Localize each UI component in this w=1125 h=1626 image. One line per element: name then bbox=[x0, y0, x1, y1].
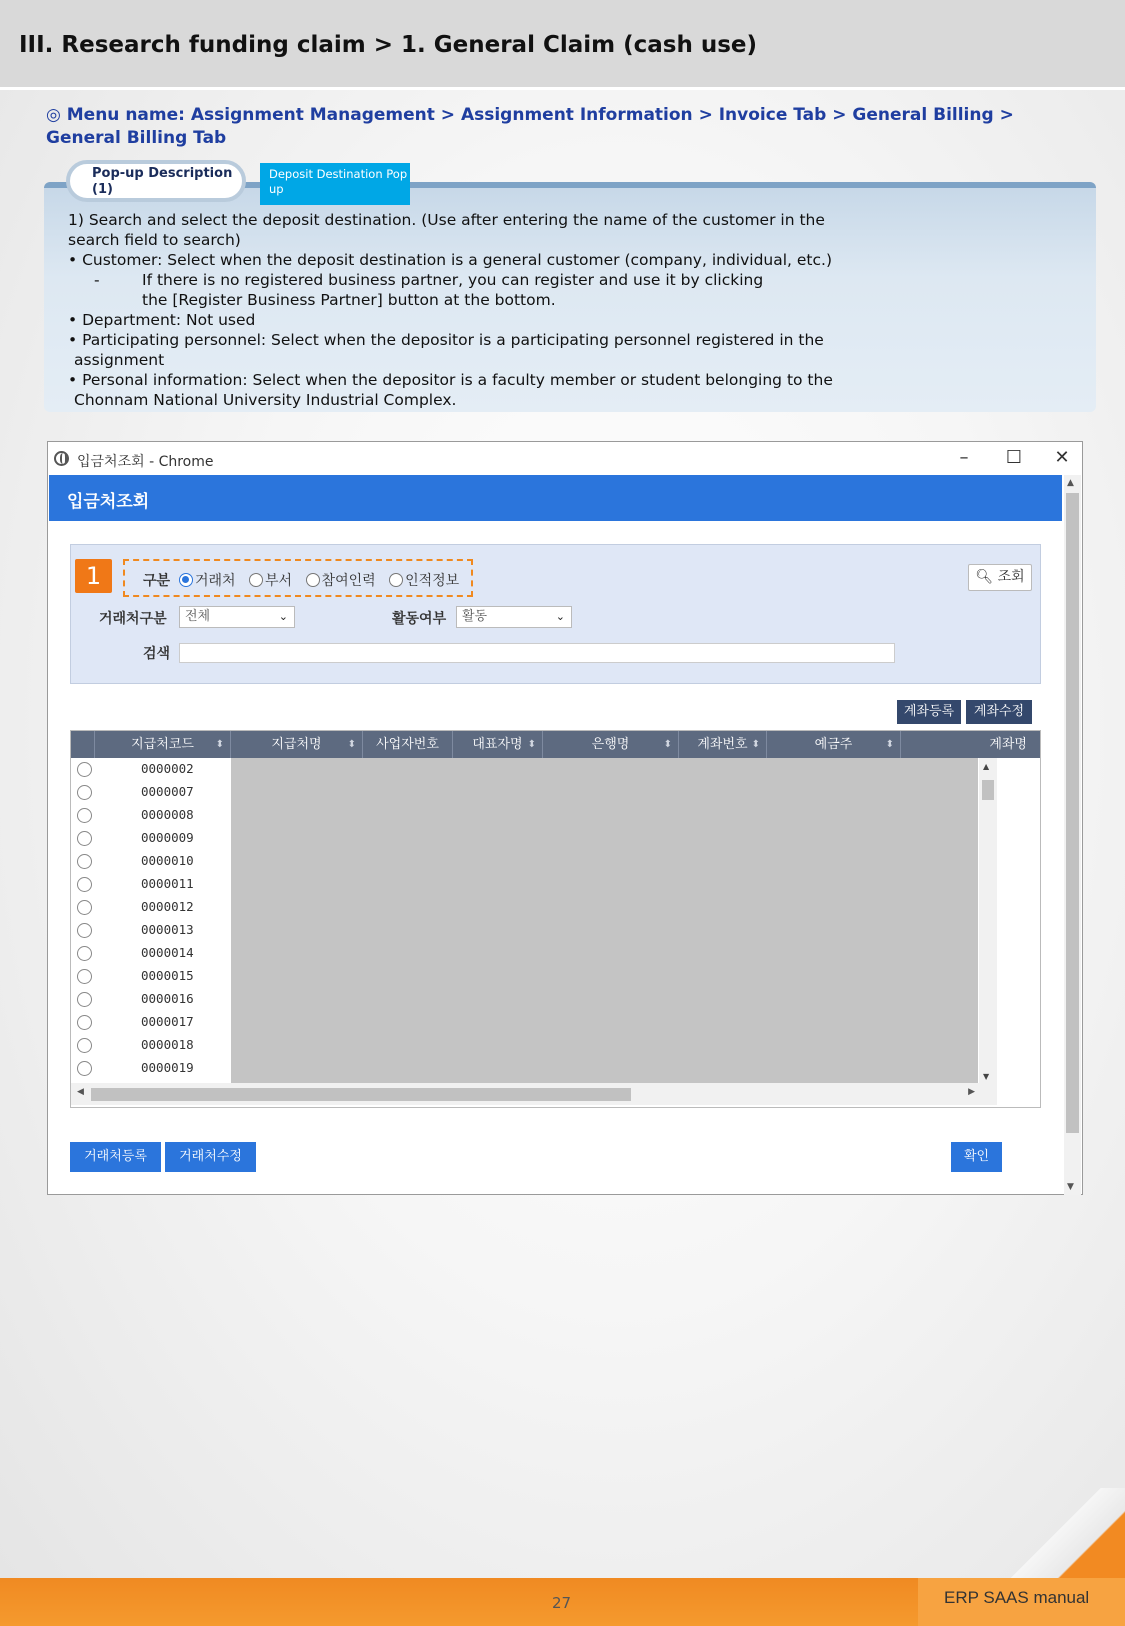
table-row[interactable] bbox=[71, 781, 231, 804]
redacted-area bbox=[231, 758, 978, 1083]
table-row[interactable] bbox=[71, 850, 231, 873]
row-code: 0000015 bbox=[141, 968, 194, 983]
scroll-right-icon[interactable]: ▶ bbox=[968, 1087, 975, 1097]
row-code: 0000011 bbox=[141, 876, 194, 891]
grid-header-cell[interactable] bbox=[363, 731, 453, 758]
row-code: 0000008 bbox=[141, 807, 194, 822]
window-title: 입금처조회 - Chrome bbox=[77, 454, 214, 470]
sort-icon[interactable]: ⬍ bbox=[751, 739, 760, 750]
grid-header-cell[interactable] bbox=[95, 731, 231, 758]
account-register-button[interactable]: 계좌등록 bbox=[897, 700, 961, 724]
description-line: Chonnam National University Industrial Complex. bbox=[74, 391, 457, 409]
description-line: assignment bbox=[74, 351, 165, 369]
column-label: 지급처명 bbox=[271, 737, 322, 752]
table-row[interactable] bbox=[71, 1034, 231, 1057]
description-line: • Participating personnel: Select when the depositor is a participating personnel registered in the bbox=[68, 331, 824, 349]
window-header-title: 입금처조회 bbox=[67, 492, 150, 512]
grid-horizontal-scrollbar[interactable] bbox=[71, 1083, 997, 1105]
row-radio[interactable] bbox=[77, 946, 92, 961]
grid-header-cell[interactable] bbox=[453, 731, 543, 758]
column-label: 예금주 bbox=[814, 737, 853, 752]
page-number: 27 bbox=[552, 1594, 572, 1612]
table-row[interactable] bbox=[71, 758, 231, 781]
description-dash: - bbox=[94, 271, 100, 289]
description-line: • Personal information: Select when the depositor is a faculty member or student belonging to the bbox=[68, 371, 833, 389]
row-radio[interactable] bbox=[77, 785, 92, 800]
chevron-down-icon: ⌄ bbox=[278, 610, 288, 623]
table-row[interactable] bbox=[71, 1057, 231, 1080]
grid-header-cell[interactable] bbox=[231, 731, 363, 758]
type-label: 구분 bbox=[143, 573, 171, 589]
description-line: • Customer: Select when the deposit destination is a general customer (company, individual, etc.) bbox=[68, 251, 833, 269]
radio-icon[interactable] bbox=[306, 573, 320, 587]
table-row[interactable] bbox=[71, 942, 231, 965]
search-panel bbox=[70, 544, 1041, 684]
radio-label: 거래처 bbox=[195, 573, 236, 589]
table-row[interactable] bbox=[71, 827, 231, 850]
register-partner-button[interactable]: 거래처등록 bbox=[70, 1142, 161, 1172]
grid-header-cell[interactable] bbox=[901, 731, 1041, 758]
search-button[interactable] bbox=[968, 564, 1032, 591]
partner-type-select[interactable] bbox=[179, 606, 295, 628]
row-radio[interactable] bbox=[77, 1038, 92, 1053]
row-code: 0000002 bbox=[141, 761, 194, 776]
row-radio[interactable] bbox=[77, 923, 92, 938]
row-radio[interactable] bbox=[77, 900, 92, 915]
row-code: 0000014 bbox=[141, 945, 194, 960]
row-code: 0000010 bbox=[141, 853, 194, 868]
grid-header-cell[interactable] bbox=[767, 731, 901, 758]
row-code: 0000017 bbox=[141, 1014, 194, 1029]
radio-icon[interactable] bbox=[249, 573, 263, 587]
search-button-label: 조회 bbox=[997, 569, 1025, 585]
radio-label: 인적정보 bbox=[405, 573, 460, 589]
description-line: the [Register Business Partner] button at the bottom. bbox=[142, 291, 556, 309]
radio-option-customer[interactable] bbox=[179, 573, 236, 589]
chevron-down-icon: ⌄ bbox=[555, 610, 565, 623]
scroll-thumb[interactable] bbox=[91, 1088, 631, 1101]
sort-icon[interactable]: ⬍ bbox=[663, 739, 672, 750]
grid-header bbox=[71, 731, 1041, 758]
radio-icon[interactable] bbox=[179, 573, 193, 587]
radio-icon[interactable] bbox=[389, 573, 403, 587]
footer-label: ERP SAAS manual bbox=[944, 1588, 1090, 1607]
row-code: 0000009 bbox=[141, 830, 194, 845]
sort-icon[interactable]: ⬍ bbox=[885, 739, 894, 750]
page-curl-decoration bbox=[985, 1488, 1125, 1580]
sort-icon[interactable]: ⬍ bbox=[527, 739, 536, 750]
scroll-down-icon[interactable]: ▼ bbox=[983, 1072, 990, 1081]
table-row[interactable] bbox=[71, 919, 231, 942]
grid-vertical-scrollbar[interactable] bbox=[979, 758, 997, 1083]
partner-type-label: 거래처구분 bbox=[99, 611, 167, 627]
description-text bbox=[68, 210, 898, 410]
window-header bbox=[49, 475, 1062, 521]
type-radio-group bbox=[179, 570, 468, 590]
row-radio[interactable] bbox=[77, 1061, 92, 1076]
popup-window bbox=[47, 441, 1083, 1195]
table-row[interactable] bbox=[71, 965, 231, 988]
search-label: 검색 bbox=[143, 646, 171, 662]
column-label: 지급처코드 bbox=[131, 737, 194, 752]
row-code: 0000012 bbox=[141, 899, 194, 914]
radio-option-personnel[interactable] bbox=[306, 573, 376, 589]
radio-option-department[interactable] bbox=[249, 573, 292, 589]
row-code: 0000013 bbox=[141, 922, 194, 937]
active-value: 활동 bbox=[462, 609, 488, 624]
row-radio[interactable] bbox=[77, 762, 92, 777]
column-label: 계좌명 bbox=[989, 737, 1027, 752]
scroll-thumb[interactable] bbox=[982, 780, 994, 800]
search-icon: 🔍︎ bbox=[975, 569, 994, 585]
page-title: III. Research funding claim > 1. General Claim (cash use) bbox=[19, 32, 758, 58]
row-radio[interactable] bbox=[77, 808, 92, 823]
row-radio[interactable] bbox=[77, 992, 92, 1007]
grid-header-cell[interactable] bbox=[543, 731, 679, 758]
table-row[interactable] bbox=[71, 1011, 231, 1034]
table-row[interactable] bbox=[71, 896, 231, 919]
popup-tab: Deposit Destination Pop up bbox=[260, 163, 410, 205]
grid-header-cell bbox=[71, 731, 95, 758]
description-line: • Department: Not used bbox=[68, 311, 256, 329]
description-line: search field to search) bbox=[68, 231, 241, 249]
row-radio[interactable] bbox=[77, 831, 92, 846]
radio-label: 참여인력 bbox=[321, 573, 376, 589]
scroll-up-icon[interactable]: ▲ bbox=[1067, 478, 1074, 488]
step-badge: 1 bbox=[75, 559, 112, 593]
description-line bbox=[68, 270, 898, 290]
scroll-up-icon[interactable]: ▲ bbox=[983, 762, 990, 771]
column-label: 계좌번호 bbox=[697, 737, 748, 752]
sort-icon[interactable]: ⬍ bbox=[347, 739, 356, 750]
table-row[interactable] bbox=[71, 804, 231, 827]
confirm-button[interactable]: 확인 bbox=[951, 1142, 1002, 1172]
row-code: 0000016 bbox=[141, 991, 194, 1006]
menu-path: ◎ Menu name: Assignment Management > Assignment Information > Invoice Tab > General Billing > General Billing Tab bbox=[46, 105, 1014, 148]
column-label: 은행명 bbox=[591, 737, 630, 752]
column-label: 사업자번호 bbox=[376, 737, 439, 752]
search-input[interactable] bbox=[179, 643, 895, 663]
globe-icon bbox=[54, 451, 69, 466]
radio-label: 부서 bbox=[265, 573, 293, 589]
window-scrollbar[interactable] bbox=[1064, 475, 1081, 1195]
description-line-text: If there is no registered business partner, you can register and use it by clicking bbox=[142, 271, 764, 289]
scroll-thumb[interactable] bbox=[1066, 493, 1079, 1133]
results-grid bbox=[70, 730, 1041, 1108]
partner-type-value: 전체 bbox=[185, 609, 211, 624]
active-select[interactable] bbox=[456, 606, 572, 628]
close-icon[interactable]: ✕ bbox=[1054, 447, 1070, 468]
radio-option-personal-info[interactable] bbox=[389, 573, 459, 589]
window-titlebar bbox=[48, 442, 1082, 475]
column-label: 대표자명 bbox=[472, 737, 523, 752]
table-row[interactable] bbox=[71, 988, 231, 1011]
maximize-icon[interactable]: ☐ bbox=[1005, 447, 1023, 468]
row-radio[interactable] bbox=[77, 1015, 92, 1030]
row-radio[interactable] bbox=[77, 877, 92, 892]
minimize-icon[interactable]: – bbox=[959, 447, 969, 468]
table-row[interactable] bbox=[71, 873, 231, 896]
account-edit-button[interactable]: 계좌수정 bbox=[966, 700, 1032, 724]
row-code: 0000007 bbox=[141, 784, 194, 799]
scroll-left-icon[interactable]: ◀ bbox=[77, 1087, 84, 1097]
row-radio[interactable] bbox=[77, 969, 92, 984]
grid-header-cell[interactable] bbox=[679, 731, 767, 758]
row-radio[interactable] bbox=[77, 854, 92, 869]
scroll-down-icon[interactable]: ▼ bbox=[1067, 1182, 1074, 1192]
sort-icon[interactable]: ⬍ bbox=[215, 739, 224, 750]
description-line: 1) Search and select the deposit destination. (Use after entering the name of the customer in the bbox=[68, 211, 825, 229]
description-tab-label: Pop-up Description (1) bbox=[92, 166, 233, 197]
edit-partner-button[interactable]: 거래처수정 bbox=[165, 1142, 256, 1172]
row-code: 0000019 bbox=[141, 1060, 194, 1075]
active-label: 활동여부 bbox=[392, 611, 447, 627]
row-code: 0000018 bbox=[141, 1037, 194, 1052]
